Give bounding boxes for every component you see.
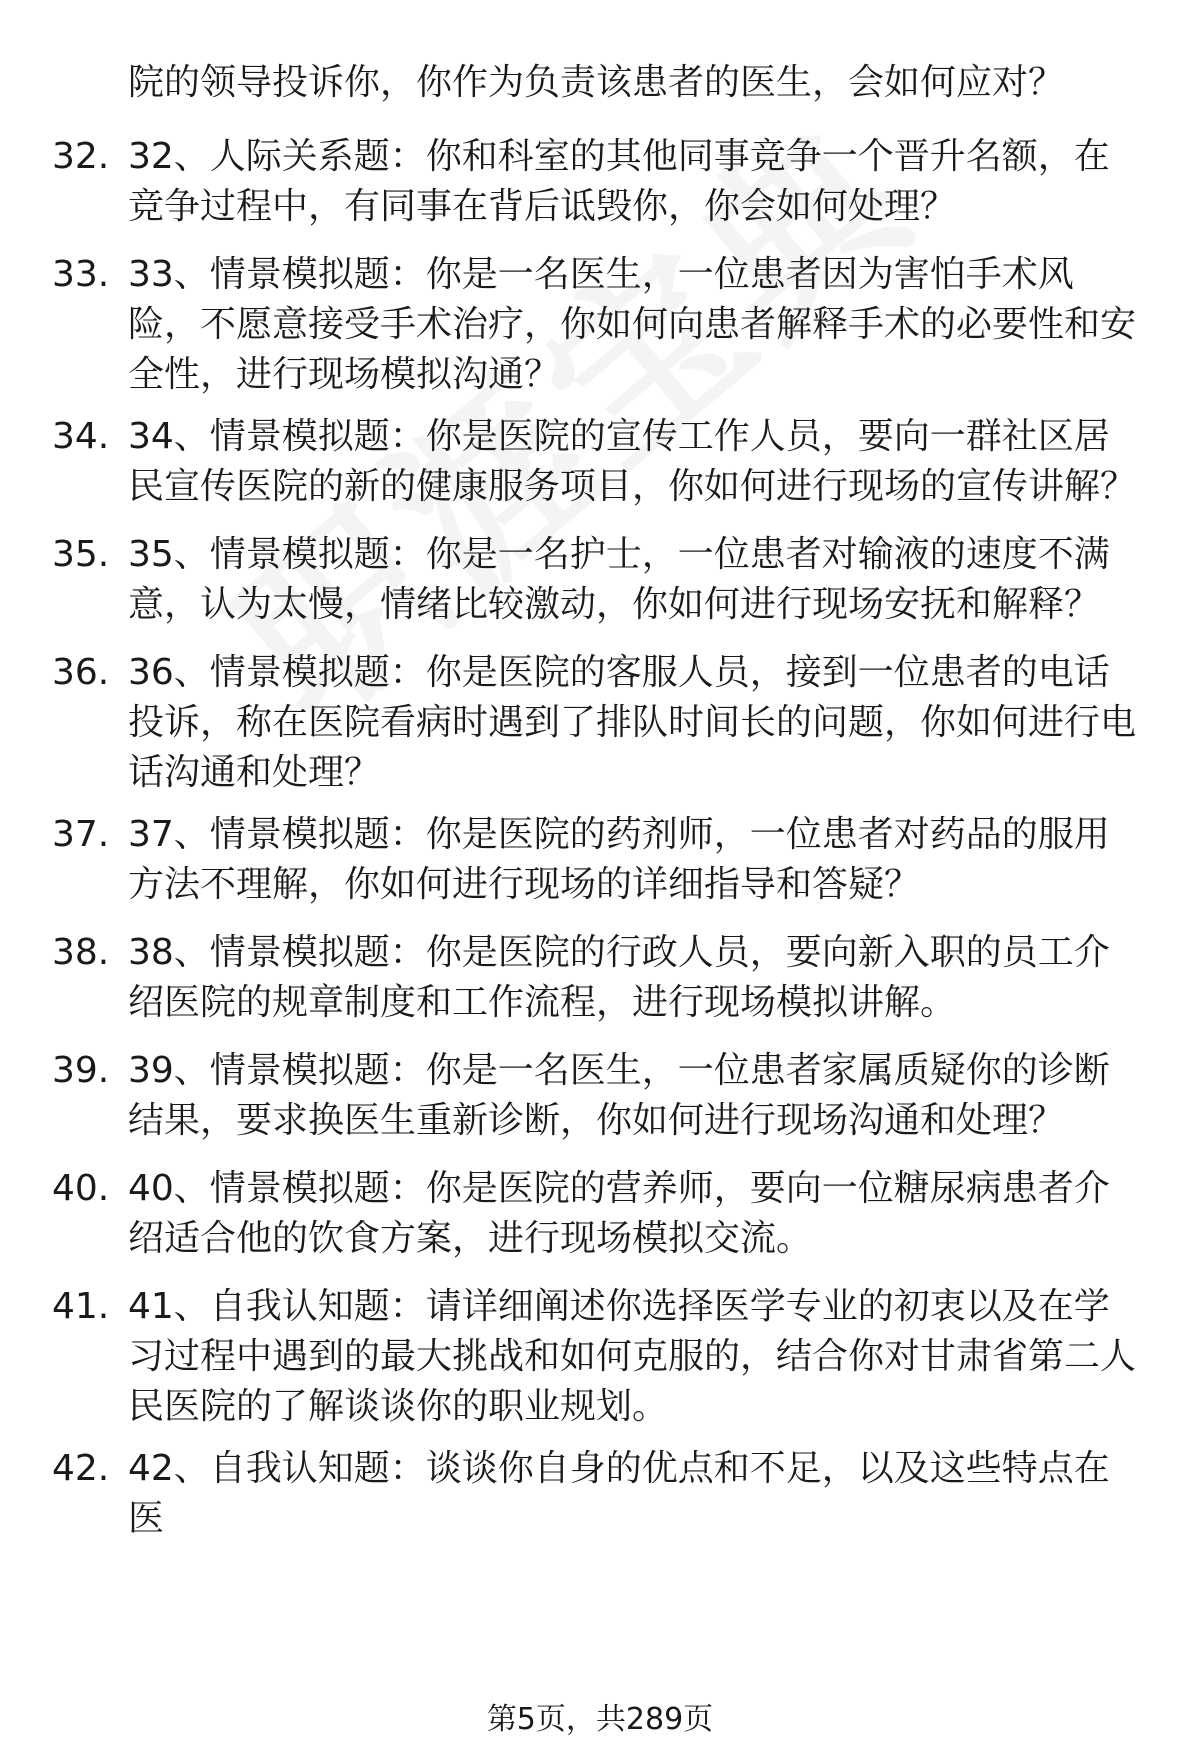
question-number: 34.: [52, 416, 110, 457]
question-number: 40.: [52, 1168, 110, 1209]
question-text: 33、情景模拟题：你是一名医生，一位患者因为害怕手术风险，不愿意接受手术治疗，你如何向患者解释手术的必要性和安全性，进行现场模拟沟通？: [128, 254, 1137, 395]
question-text: 40、情景模拟题：你是医院的营养师，要向一位糖尿病患者介绍适合他的饮食方案，进行现场模拟交流。: [128, 1168, 1110, 1259]
question-number: 32.: [52, 136, 110, 177]
question-text: 32、人际关系题：你和科室的其他同事竞争一个晋升名额，在竞争过程中，有同事在背后诋毁你，你会如何处理？: [128, 136, 1110, 227]
question-number: 42.: [52, 1448, 110, 1489]
question-number: 33.: [52, 254, 110, 295]
question-text: 34、情景模拟题：你是医院的宣传工作人员，要向一群社区居民宣传医院的新的健康服务项目，你如何进行现场的宣传讲解？: [128, 416, 1137, 507]
question-number: 35.: [52, 534, 110, 575]
question-text: 42、自我认知题：谈谈你自身的优点和不足，以及这些特点在医: [128, 1448, 1110, 1539]
question-number: 37.: [52, 814, 110, 855]
continuation-text: 院的领导投诉你，你作为负责该患者的医生，会如何应对？: [128, 62, 1065, 103]
page-footer: 第5页，共289页: [486, 1702, 714, 1737]
question-number: 38.: [52, 932, 110, 973]
question-text: 39、情景模拟题：你是一名医生，一位患者家属质疑你的诊断结果，要求换医生重新诊断，你如何进行现场沟通和处理？: [128, 1050, 1110, 1141]
question-number: 41.: [52, 1286, 110, 1327]
question-text: 38、情景模拟题：你是医院的行政人员，要向新入职的员工介绍医院的规章制度和工作流程，进行现场模拟讲解。: [128, 932, 1110, 1023]
question-text: 36、情景模拟题：你是医院的客服人员，接到一位患者的电话投诉，称在医院看病时遇到了排队时间长的问题，你如何进行电话沟通和处理？: [128, 652, 1137, 793]
question-text: 41、自我认知题：请详细阐述你选择医学专业的初衷以及在学习过程中遇到的最大挑战和如何克服的，结合你对甘肃省第二人民医院的了解谈谈你的职业规划。: [128, 1286, 1137, 1427]
question-number: 39.: [52, 1050, 110, 1091]
question-number: 36.: [52, 652, 110, 693]
question-text: 35、情景模拟题：你是一名护士，一位患者对输液的速度不满意，认为太慢，情绪比较激动，你如何进行现场安抚和解释？: [128, 534, 1110, 625]
question-text: 37、情景模拟题：你是医院的药剂师，一位患者对药品的服用方法不理解，你如何进行现场的详细指导和答疑？: [128, 814, 1110, 905]
